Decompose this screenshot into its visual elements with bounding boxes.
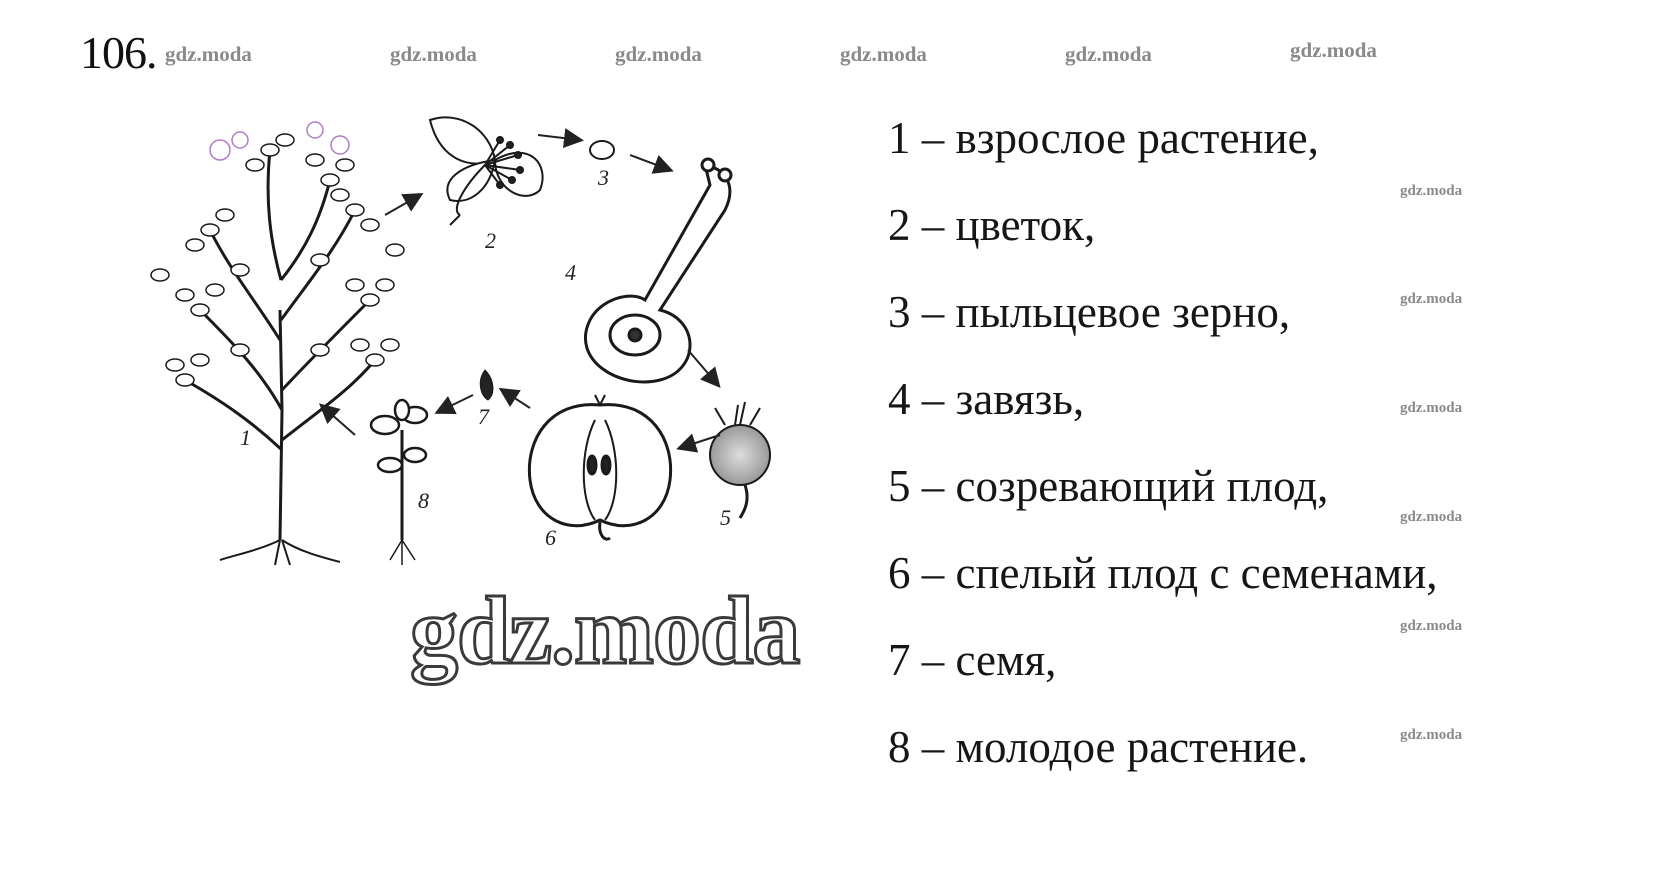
seed-drawing [480,370,493,400]
diagram-label-4: 4 [565,260,576,285]
legend-list [888,112,1437,808]
watermark-side-2: gdz.moda [1400,291,1463,307]
watermark-top-2: gdz.moda [390,42,477,66]
task-number: 106. [80,27,157,78]
legend-item-8: 8 – молодое растение. [888,722,1309,772]
watermark-large: gdz.moda [410,577,800,684]
watermark-top-5: gdz.moda [1065,42,1152,66]
diagram-label-7: 7 [478,404,489,429]
watermark-side-4: gdz.moda [1400,509,1463,525]
watermark-side-6: gdz.moda [1400,727,1463,743]
watermark-side-1: gdz.moda [1400,183,1463,199]
diagram-label-1: 1 [240,425,251,450]
adult-tree-drawing [151,122,404,565]
watermark-top-1: gdz.moda [165,42,252,66]
legend-item-1: 1 – взрослое растение, [888,113,1319,163]
legend-item-2: 2 – цветок, [888,200,1096,250]
legend-item-6: 6 – спелый плод с семенами, [888,548,1438,598]
watermark-top-6: gdz.moda [1290,38,1377,62]
plant-life-cycle-diagram [140,110,840,590]
watermark-top-3: gdz.moda [615,42,702,66]
diagram-label-8: 8 [418,488,429,513]
legend-item-7: 7 – семя, [888,635,1057,685]
pistil-drawing [585,159,731,382]
diagram-label-3: 3 [598,165,609,190]
legend-item-5: 5 – созревающий плод, [888,461,1329,511]
watermark-side-3: gdz.moda [1400,400,1463,416]
diagram-label-5: 5 [720,505,731,530]
watermark-top-4: gdz.moda [840,42,927,66]
watermark-side-5: gdz.moda [1400,618,1463,634]
diagram-label-6: 6 [545,525,556,550]
young-plant-drawing [371,400,427,565]
pollen-grain-drawing [590,141,614,159]
diagram-label-2: 2 [485,228,496,253]
legend-item-4: 4 – завязь, [888,374,1085,424]
flower-drawing [430,117,543,225]
ripe-fruit-cross-section-drawing [529,395,670,539]
legend-item-3: 3 – пыльцевое зерно, [888,287,1291,337]
ripening-fruit-drawing [710,402,770,518]
